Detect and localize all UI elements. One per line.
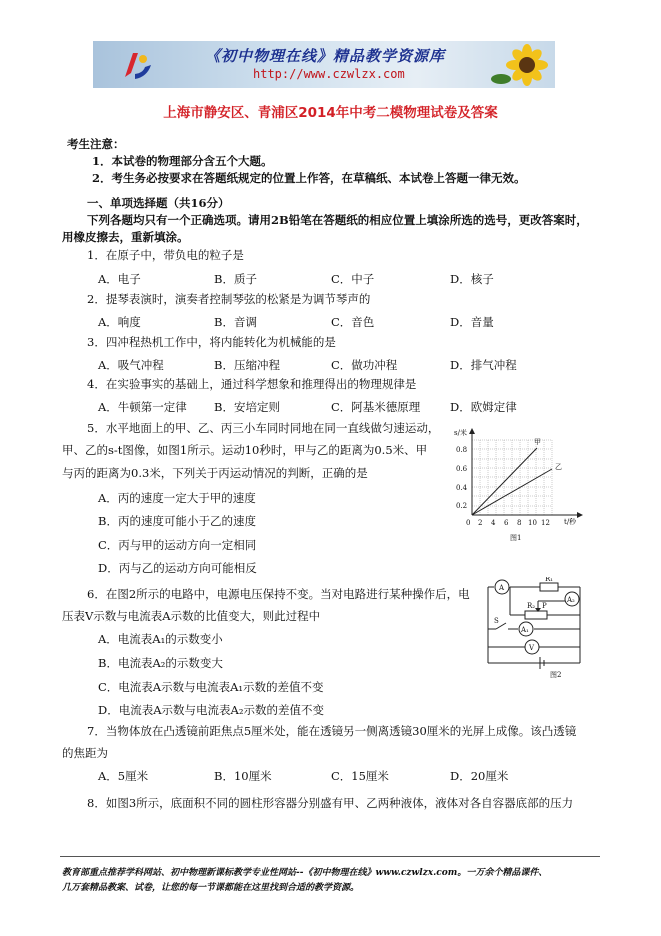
q7-line-2: 的焦距为 (62, 746, 108, 760)
figure-2-circuit (480, 577, 585, 679)
q2-stem: 2．提琴表演时，演奏者控制琴弦的松紧是为调节琴声的 (87, 292, 371, 306)
q6-option-c: C．电流表A示数与电流表A₁示数的差值不变 (98, 680, 324, 694)
fig2-s-label: S (494, 617, 499, 625)
fig2-meter-a1: A₁ (521, 626, 529, 634)
q7-option-c: C．15厘米 (331, 769, 389, 783)
q4-option-d: D．欧姆定律 (450, 400, 517, 414)
header-banner (93, 41, 555, 88)
q1-stem: 1．在原子中，带负电的粒子是 (87, 248, 244, 262)
notice-heading: 考生注意： (67, 137, 125, 151)
fig1-xtick-4: 8 (517, 519, 522, 527)
fig2-caption: 图2 (550, 671, 562, 679)
q6-option-a: A．电流表A₁的示数变小 (98, 632, 223, 646)
fig1-ytick-1: 0.2 (456, 502, 468, 510)
q5-line-3: 与丙的距离为0.3米，下列关于丙运动情况的判断，正确的是 (62, 466, 368, 480)
fig1-xtick-1: 2 (478, 519, 483, 527)
q5-line-1: 5．水平地面上的甲、乙、丙三小车同时同地在同一直线做匀速运动， (87, 421, 440, 435)
fig1-line-label-b: 乙 (555, 463, 562, 471)
fig2-meter-a2: A₂ (567, 596, 575, 604)
fig1-caption: 图1 (510, 534, 522, 542)
q5-line-2: 甲、乙的s-t图像，如图1所示。运动10秒时，甲与乙的距离为0.5米、甲 (62, 443, 428, 457)
q7-option-d: D．20厘米 (450, 769, 509, 783)
section-heading: 一、单项选择题（共16分） (87, 196, 230, 210)
q4-option-b: B．安培定则 (214, 400, 280, 414)
fig1-ytick-3: 0.6 (456, 465, 468, 473)
q3-option-c: C．做功冲程 (331, 358, 398, 372)
section-instruction-2: 用橡皮擦去，重新填涂。 (62, 230, 189, 244)
q3-stem: 3．四冲程热机工作中，将内能转化为机械能的是 (87, 335, 336, 349)
q6-option-d: D．电流表A示数与电流表A₂示数的差值不变 (98, 703, 324, 717)
q3-option-b: B．压缩冲程 (214, 358, 280, 372)
q1-option-c: C．中子 (331, 272, 375, 286)
q6-option-b: B．电流表A₂的示数变大 (98, 656, 223, 670)
q8-line-1: 8．如图3所示，底面积不同的圆柱形容器分别盛有甲、乙两种液体，液体对各自容器底部的压力 (87, 796, 574, 810)
fig1-ylabel: s/米 (454, 429, 467, 437)
section-instruction-1: 下列各题均只有一个正确选项。请用2B铅笔在答题纸的相应位置上填涂所选的选号，更改答案时， (87, 213, 588, 227)
fig1-xtick-5: 10 (528, 519, 537, 527)
q3-option-d: D．排气冲程 (450, 358, 517, 372)
banner-url: http://www.czwlzx.com (253, 67, 405, 81)
q4-option-a: A．牛顿第一定律 (98, 400, 187, 414)
q2-option-d: D．音量 (450, 315, 494, 329)
q7-option-a: A．5厘米 (98, 769, 149, 783)
q6-line-1: 6．在图2所示的电路中，电源电压保持不变。当对电路进行某种操作后，电 (87, 587, 470, 601)
fig1-xtick-6: 12 (541, 519, 550, 527)
page-title: 上海市静安区、青浦区2014年中考二模物理试卷及答案 (163, 105, 498, 121)
q7-option-b: B．10厘米 (214, 769, 272, 783)
sunflower-icon (491, 43, 551, 88)
q5-option-b: B．丙的速度可能小于乙的速度 (98, 514, 256, 528)
fig1-xtick-2: 4 (491, 519, 496, 527)
fig2-r1-label: R₁ (545, 577, 554, 583)
fig1-xtick-3: 6 (504, 519, 509, 527)
footer-divider (60, 856, 600, 857)
q1-option-d: D．核子 (450, 272, 494, 286)
fig1-line-label-a: 甲 (534, 438, 541, 446)
q5-option-c: C．丙与甲的运动方向一定相同 (98, 538, 257, 552)
footer-line-2: 几万套精品教案、试卷，让您的每一节课都能在这里找到合适的教学资源。 (62, 883, 360, 893)
figure-1-st-graph (452, 428, 592, 546)
q2-option-c: C．音色 (331, 315, 375, 329)
q6-line-2: 压表V示数与电流表A示数的比值变大，则此过程中 (62, 609, 321, 623)
q1-option-a: A．电子 (98, 272, 141, 286)
q2-option-b: B．音调 (214, 315, 257, 329)
q3-option-a: A．吸气冲程 (98, 358, 164, 372)
q1-option-b: B．质子 (214, 272, 257, 286)
site-logo-icon (121, 47, 155, 83)
notice-item-2: 2．考生务必按要求在答题纸规定的位置上作答，在草稿纸、本试卷上答题一律无效。 (92, 171, 526, 185)
q4-stem: 4．在实验事实的基础上，通过科学想象和推理得出的物理规律是 (87, 377, 417, 391)
fig2-meter-v: V (529, 644, 535, 652)
fig1-ytick-4: 0.8 (456, 446, 468, 454)
notice-item-1: 1．本试卷的物理部分含五个大题。 (92, 154, 273, 168)
footer-line-1: 教育部重点推荐学科网站、初中物理新课标教学专业性网站--《初中物理在线》www.czwlzx.com。一万余个精品课件、 (62, 868, 548, 878)
fig2-meter-a: A (499, 584, 505, 592)
fig1-ytick-2: 0.4 (456, 484, 468, 492)
q2-option-a: A．响度 (98, 315, 141, 329)
fig1-xlabel: t/秒 (564, 518, 577, 526)
fig2-r2-label: R₂ (527, 602, 536, 610)
q5-option-d: D．丙与乙的运动方向可能相反 (98, 561, 257, 575)
q7-line-1: 7．当物体放在凸透镜前距焦点5厘米处，能在透镜另一侧离透镜30厘米的光屏上成像。该凸透镜 (87, 724, 577, 738)
fig1-origin: 0 (466, 519, 471, 527)
banner-title: 《初中物理在线》精品教学资源库 (205, 47, 446, 65)
fig2-p-label: P (542, 602, 547, 610)
q5-option-a: A．丙的速度一定大于甲的速度 (98, 491, 256, 505)
q4-option-c: C．阿基米德原理 (331, 400, 421, 414)
